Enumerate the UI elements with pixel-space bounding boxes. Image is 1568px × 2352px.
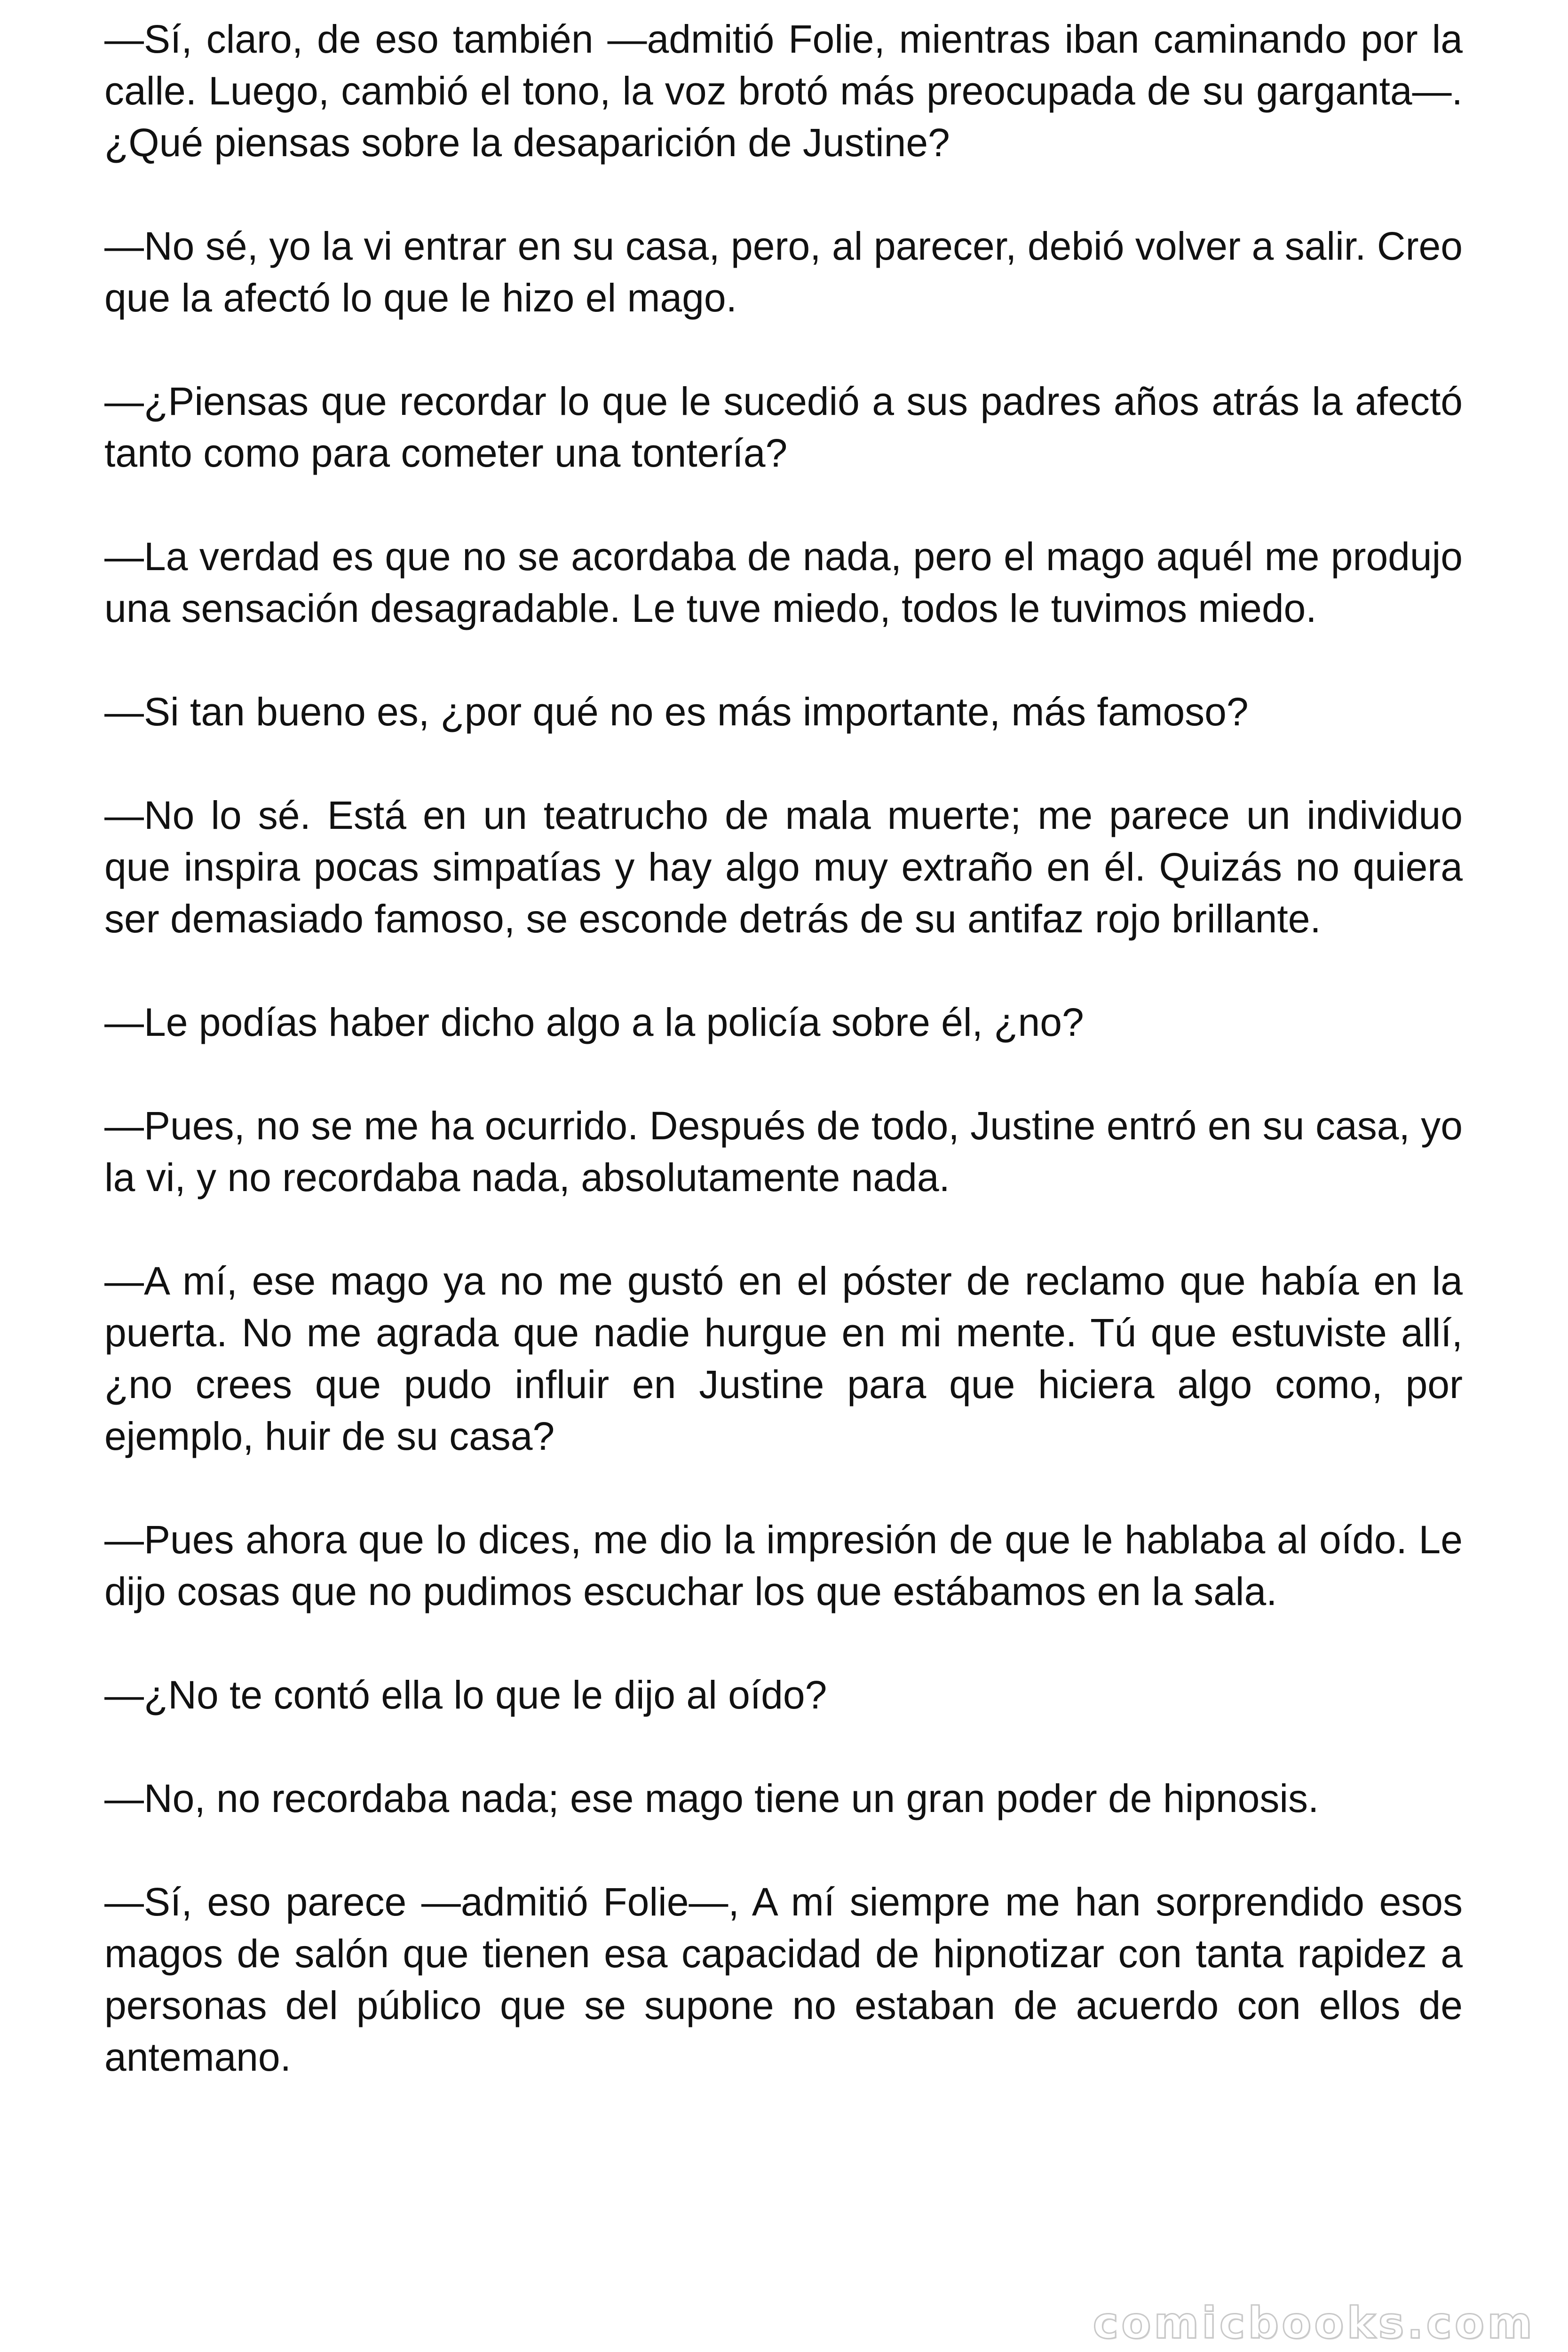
paragraph: —Pues, no se me ha ocurrido. Después de todo, Justine entró en su casa, yo la vi, y no recordaba nada, absolutamente nada. [104,1104,1463,1200]
paragraph: —¿No te contó ella lo que le dijo al oído? [104,1673,827,1717]
paragraph: —¿Piensas que recordar lo que le sucedió a sus padres años atrás la afectó tanto como para cometer una tontería? [104,379,1463,475]
paragraph: —Pues ahora que lo dices, me dio la impresión de que le hablaba al oído. Le dijo cosas que no pudimos escuchar los que estábamos en la sala. [104,1518,1463,1613]
paragraph: —Sí, claro, de eso también —admitió Folie, mientras iban caminando por la calle. Luego, cambió el tono, la voz brotó más preocupada de su garganta—. ¿Qué piensas sobre la desaparición de Justine? [104,17,1463,165]
paragraph: —Si tan bueno es, ¿por qué no es más importante, más famoso? [104,690,1249,734]
site-watermark: comicbooks.com [1093,2298,1535,2348]
paragraph: —La verdad es que no se acordaba de nada, pero el mago aquél me produjo una sensación desagradable. Le tuve miedo, todos le tuvimos miedo. [104,534,1463,630]
paragraph: —Sí, eso parece —admitió Folie—, A mí siempre me han sorprendido esos magos de salón que tienen esa capacidad de hipnotizar con tanta rapidez a personas del público que se supone no estaban de acuerdo con ellos de antemano. [104,1880,1463,2079]
paragraph: —No sé, yo la vi entrar en su casa, pero, al parecer, debió volver a salir. Creo que la afectó lo que le hizo el mago. [104,224,1463,320]
paragraph: —Le podías haber dicho algo a la policía sobre él, ¿no? [104,1000,1084,1044]
body-text [104,13,1463,2135]
paragraph: —No, no recordaba nada; ese mago tiene un gran poder de hipnosis. [104,1776,1319,1820]
paragraph: —A mí, ese mago ya no me gustó en el póster de reclamo que había en la puerta. No me agrada que nadie hurgue en mi mente. Tú que estuviste allí, ¿no crees que pudo influir en Justine para que hiciera algo como, por ejemplo, huir de su casa? [104,1259,1463,1458]
paragraph: —No lo sé. Está en un teatrucho de mala muerte; me parece un individuo que inspira pocas simpatías y hay algo muy extraño en él. Quizás no quiera ser demasiado famoso, se esconde detrás de su antifaz rojo brillante. [104,793,1463,941]
